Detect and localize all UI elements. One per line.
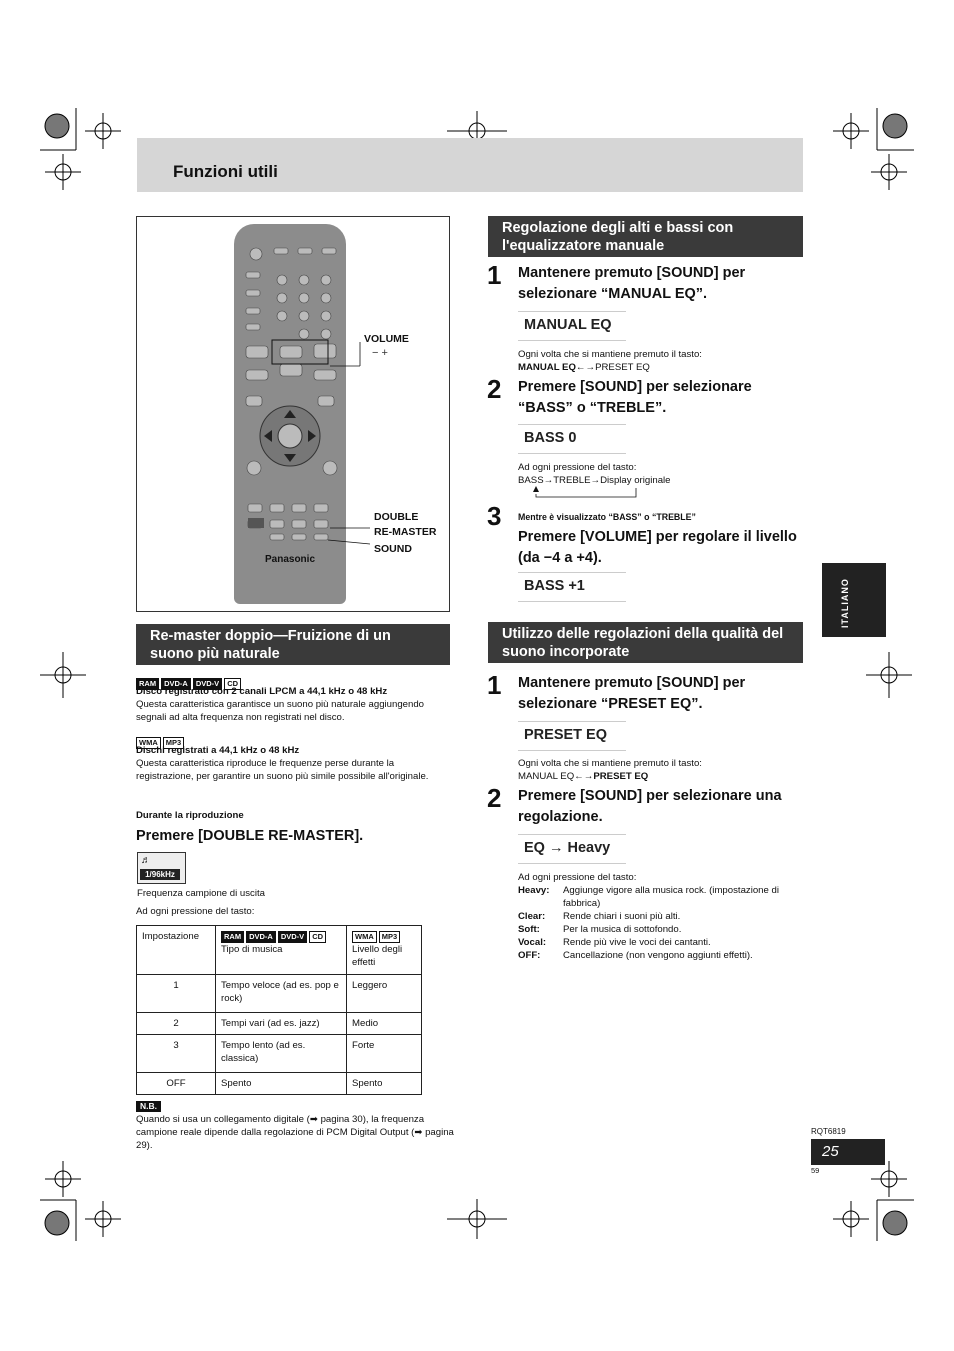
cycle-return-arrow xyxy=(530,484,642,498)
preset-note2: Ad ogni pressione del tasto: xyxy=(518,872,637,883)
volume-signs: − + xyxy=(372,347,388,359)
th-setting: Impostazione xyxy=(137,926,216,975)
badge-cd: CD xyxy=(224,678,241,690)
display-panel xyxy=(137,852,186,884)
remote-callout-lines xyxy=(300,330,380,560)
table-header-row xyxy=(137,926,422,975)
preset-step2: Premere [SOUND] per selezionare una regolazione. xyxy=(518,788,782,825)
power-button xyxy=(250,248,262,260)
press-double-remaster: Premere [DOUBLE RE-MASTER]. xyxy=(136,828,364,844)
list-item: Vocal: Rende più vive le voci dei cantanti. xyxy=(518,937,711,948)
badge-mp3: MP3 xyxy=(163,737,184,749)
th-music-type: RAM DVD-A DVD-V CD Tipo di musica xyxy=(216,926,347,975)
preset-step-number-2: 2 xyxy=(487,783,502,813)
manual-display-1: MANUAL EQ xyxy=(518,311,626,341)
page-number: 25 xyxy=(822,1143,839,1160)
badge-dvd-v: DVD-V xyxy=(193,678,222,690)
preset-note1: Ogni volta che si mantiene premuto il tasto: xyxy=(518,758,702,769)
step-number-1: 1 xyxy=(487,260,502,290)
remaster-table xyxy=(136,925,422,1095)
manual-note2: Ad ogni pressione del tasto: xyxy=(518,462,637,473)
sound-label: SOUND xyxy=(374,543,412,555)
crop-mark-bottom-left xyxy=(40,1161,121,1241)
double-label: DOUBLE xyxy=(374,511,419,523)
list-item: OFF: Cancellazione (non vengono aggiunti effetti). xyxy=(518,950,753,961)
freq-caption: Frequenza campione di uscita xyxy=(137,888,265,899)
model-code: RQT6819 xyxy=(811,1127,846,1136)
manual-eq-header: Regolazione degli alti e bassi con l'equalizzatore manuale xyxy=(488,216,803,257)
crop-mark-bottom-center xyxy=(447,1199,507,1239)
manual-display-2: BASS 0 xyxy=(518,424,626,454)
crop-mark-bottom-right xyxy=(833,1161,914,1241)
preset-eq-header: Utilizzo delle regolazioni della qualità del suono incorporate xyxy=(488,622,803,663)
manual-step1: Mantenere premuto [SOUND] per selezionare “MANUAL EQ”. xyxy=(518,265,746,302)
manual-note1-cycle: MANUAL EQ←→PRESET EQ xyxy=(518,362,650,373)
preset-note1-cycle: MANUAL EQ←→PRESET EQ xyxy=(518,771,649,782)
manual-step2: Premere [SOUND] per selezionare “BASS” o “TREBLE”. xyxy=(518,379,752,416)
crop-mark-top-left xyxy=(40,108,121,190)
remaster-line1-text: Questa caratteristica garantisce un suono più naturale aggiungendo segnali ad alta frequenza non registrati nel disco. xyxy=(136,699,425,723)
manual-note2-cycle: BASS→TREBLE→Display originale xyxy=(518,475,671,486)
during-playback: Durante la riproduzione xyxy=(136,810,244,821)
table-row: 1 Tempo veloce (ad es. pop e rock) Leggero xyxy=(137,975,422,1013)
crop-mark-left-mid xyxy=(40,652,86,698)
table-row: 2 Tempi vari (ad es. jazz) Medio xyxy=(137,1013,422,1035)
step-number-3: 3 xyxy=(487,501,502,531)
manual-display-3: BASS +1 xyxy=(518,572,626,602)
badge-wma: WMA xyxy=(136,737,161,749)
preset-step-number-1: 1 xyxy=(487,670,502,700)
table-row: 3 Tempo lento (ad es. classica) Forte xyxy=(137,1035,422,1073)
table-row: OFF Spento Spento xyxy=(137,1073,422,1095)
page-title: Funzioni utili xyxy=(173,162,278,181)
badge-dvd-a: DVD-A xyxy=(161,678,191,690)
th-effect-level: WMA MP3 Livello degli effetti xyxy=(347,926,422,975)
display-frequency: 1/96kHz xyxy=(140,869,180,880)
remaster-line2-bold: Dischi registrati a 44,1 kHz o 48 kHz xyxy=(136,745,300,756)
note-icon: ♬ xyxy=(141,855,151,866)
preset-step1: Mantenere premuto [SOUND] per selezionare “PRESET EQ”. xyxy=(518,675,746,712)
remote-brand-logo: Panasonic xyxy=(264,554,316,565)
volume-label: VOLUME xyxy=(364,333,409,345)
list-item: Soft: Per la musica di sottofondo. xyxy=(518,924,682,935)
remaster-line2-text: Questa caratteristica riproduce le frequenze perse durante la registrazione, per garantire un suono più simile possibile all'originale. xyxy=(136,758,429,782)
page-sub-number: 59 xyxy=(811,1166,820,1175)
each-press-caption: Ad ogni pressione del tasto: xyxy=(136,906,255,917)
manual-step3: Premere [VOLUME] per regolare il livello (da −4 a +4). xyxy=(518,529,797,566)
preset-options-list xyxy=(518,884,803,962)
list-item: Clear: Rende chiari i suoni più alti. xyxy=(518,911,681,922)
language-side-tab xyxy=(822,563,886,637)
manual-step3-pre: Mentre è visualizzato “BASS” o “TREBLE” xyxy=(518,512,696,522)
manual-note1: Ogni volta che si mantiene premuto il tasto: xyxy=(518,349,702,360)
badge-ram: RAM xyxy=(136,678,159,690)
preset-display-2: EQ → Heavy xyxy=(518,834,626,864)
preset-display-1: PRESET EQ xyxy=(518,721,626,751)
remaster-header: Re-master doppio—Fruizione di un suono più naturale xyxy=(136,624,450,665)
language-tab-label: ITALIANO xyxy=(840,578,850,628)
step-number-2: 2 xyxy=(487,374,502,404)
remaster-label: RE-MASTER xyxy=(374,526,437,538)
crop-mark-right-mid xyxy=(866,652,912,698)
crop-mark-top-right xyxy=(833,108,914,190)
remaster-line1-bold: Disco registrato con 2 canali LPCM a 44,1 kHz o 48 kHz xyxy=(136,686,388,697)
list-item: Heavy: Aggiunge vigore alla musica rock. (impostazione di fabbrica) xyxy=(518,885,779,909)
nb-text: Quando si usa un collegamento digitale (➡ pagina 30), la frequenza campione reale dipende dalla regolazione di PCM Digital Output (➡ pagina 29). xyxy=(136,1114,454,1151)
nb-badge: N.B. xyxy=(136,1101,161,1112)
